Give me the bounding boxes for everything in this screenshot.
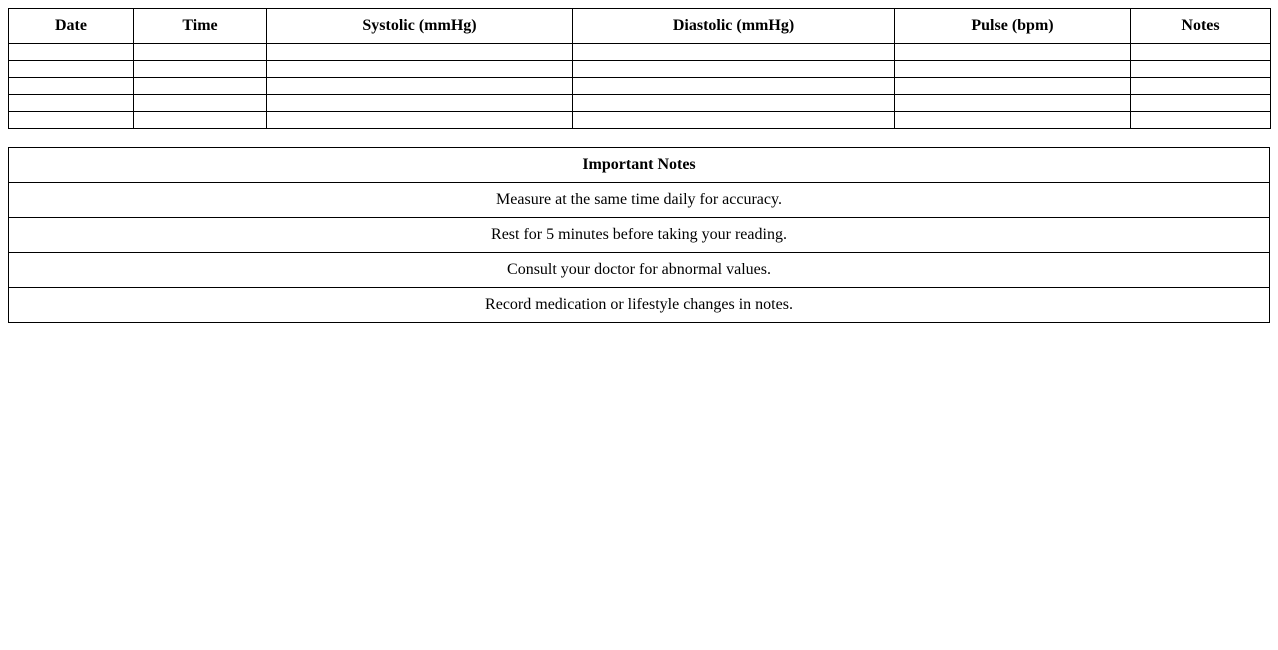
systolic-cell[interactable]: [267, 95, 573, 112]
blood-pressure-log-table: [8, 8, 1271, 129]
list-item: [9, 253, 1270, 288]
table-row: [9, 95, 1271, 112]
note-text: Record medication or lifestyle changes in notes.: [9, 288, 1270, 323]
pulse-cell[interactable]: [895, 95, 1131, 112]
list-item: [9, 288, 1270, 323]
column-header-systolic: Systolic (mmHg): [267, 9, 573, 44]
time-cell[interactable]: [134, 61, 267, 78]
note-text: Rest for 5 minutes before taking your reading.: [9, 218, 1270, 253]
diastolic-cell[interactable]: [573, 61, 895, 78]
systolic-cell[interactable]: [267, 44, 573, 61]
diastolic-cell[interactable]: [573, 78, 895, 95]
note-text: Measure at the same time daily for accuracy.: [9, 183, 1270, 218]
column-header-date: Date: [9, 9, 134, 44]
table-row: [9, 78, 1271, 95]
important-notes-heading: Important Notes: [9, 148, 1270, 183]
list-item: [9, 218, 1270, 253]
systolic-cell[interactable]: [267, 78, 573, 95]
important-notes-table: [8, 147, 1270, 323]
note-text: Consult your doctor for abnormal values.: [9, 253, 1270, 288]
pulse-cell[interactable]: [895, 61, 1131, 78]
pulse-cell[interactable]: [895, 78, 1131, 95]
table-row: [9, 112, 1271, 129]
notes-header-row: [9, 148, 1270, 183]
notes-cell[interactable]: [1131, 112, 1271, 129]
diastolic-cell[interactable]: [573, 95, 895, 112]
time-cell[interactable]: [134, 78, 267, 95]
systolic-cell[interactable]: [267, 61, 573, 78]
list-item: [9, 183, 1270, 218]
table-row: [9, 44, 1271, 61]
systolic-cell[interactable]: [267, 112, 573, 129]
date-cell[interactable]: [9, 78, 134, 95]
time-cell[interactable]: [134, 44, 267, 61]
date-cell[interactable]: [9, 44, 134, 61]
notes-cell[interactable]: [1131, 61, 1271, 78]
notes-cell[interactable]: [1131, 44, 1271, 61]
pulse-cell[interactable]: [895, 44, 1131, 61]
column-header-time: Time: [134, 9, 267, 44]
time-cell[interactable]: [134, 112, 267, 129]
column-header-diastolic: Diastolic (mmHg): [573, 9, 895, 44]
date-cell[interactable]: [9, 61, 134, 78]
date-cell[interactable]: [9, 95, 134, 112]
date-cell[interactable]: [9, 112, 134, 129]
column-header-pulse: Pulse (bpm): [895, 9, 1131, 44]
notes-cell[interactable]: [1131, 78, 1271, 95]
diastolic-cell[interactable]: [573, 44, 895, 61]
pulse-cell[interactable]: [895, 112, 1131, 129]
log-header-row: [9, 9, 1271, 44]
column-header-notes: Notes: [1131, 9, 1271, 44]
diastolic-cell[interactable]: [573, 112, 895, 129]
table-row: [9, 61, 1271, 78]
notes-cell[interactable]: [1131, 95, 1271, 112]
time-cell[interactable]: [134, 95, 267, 112]
